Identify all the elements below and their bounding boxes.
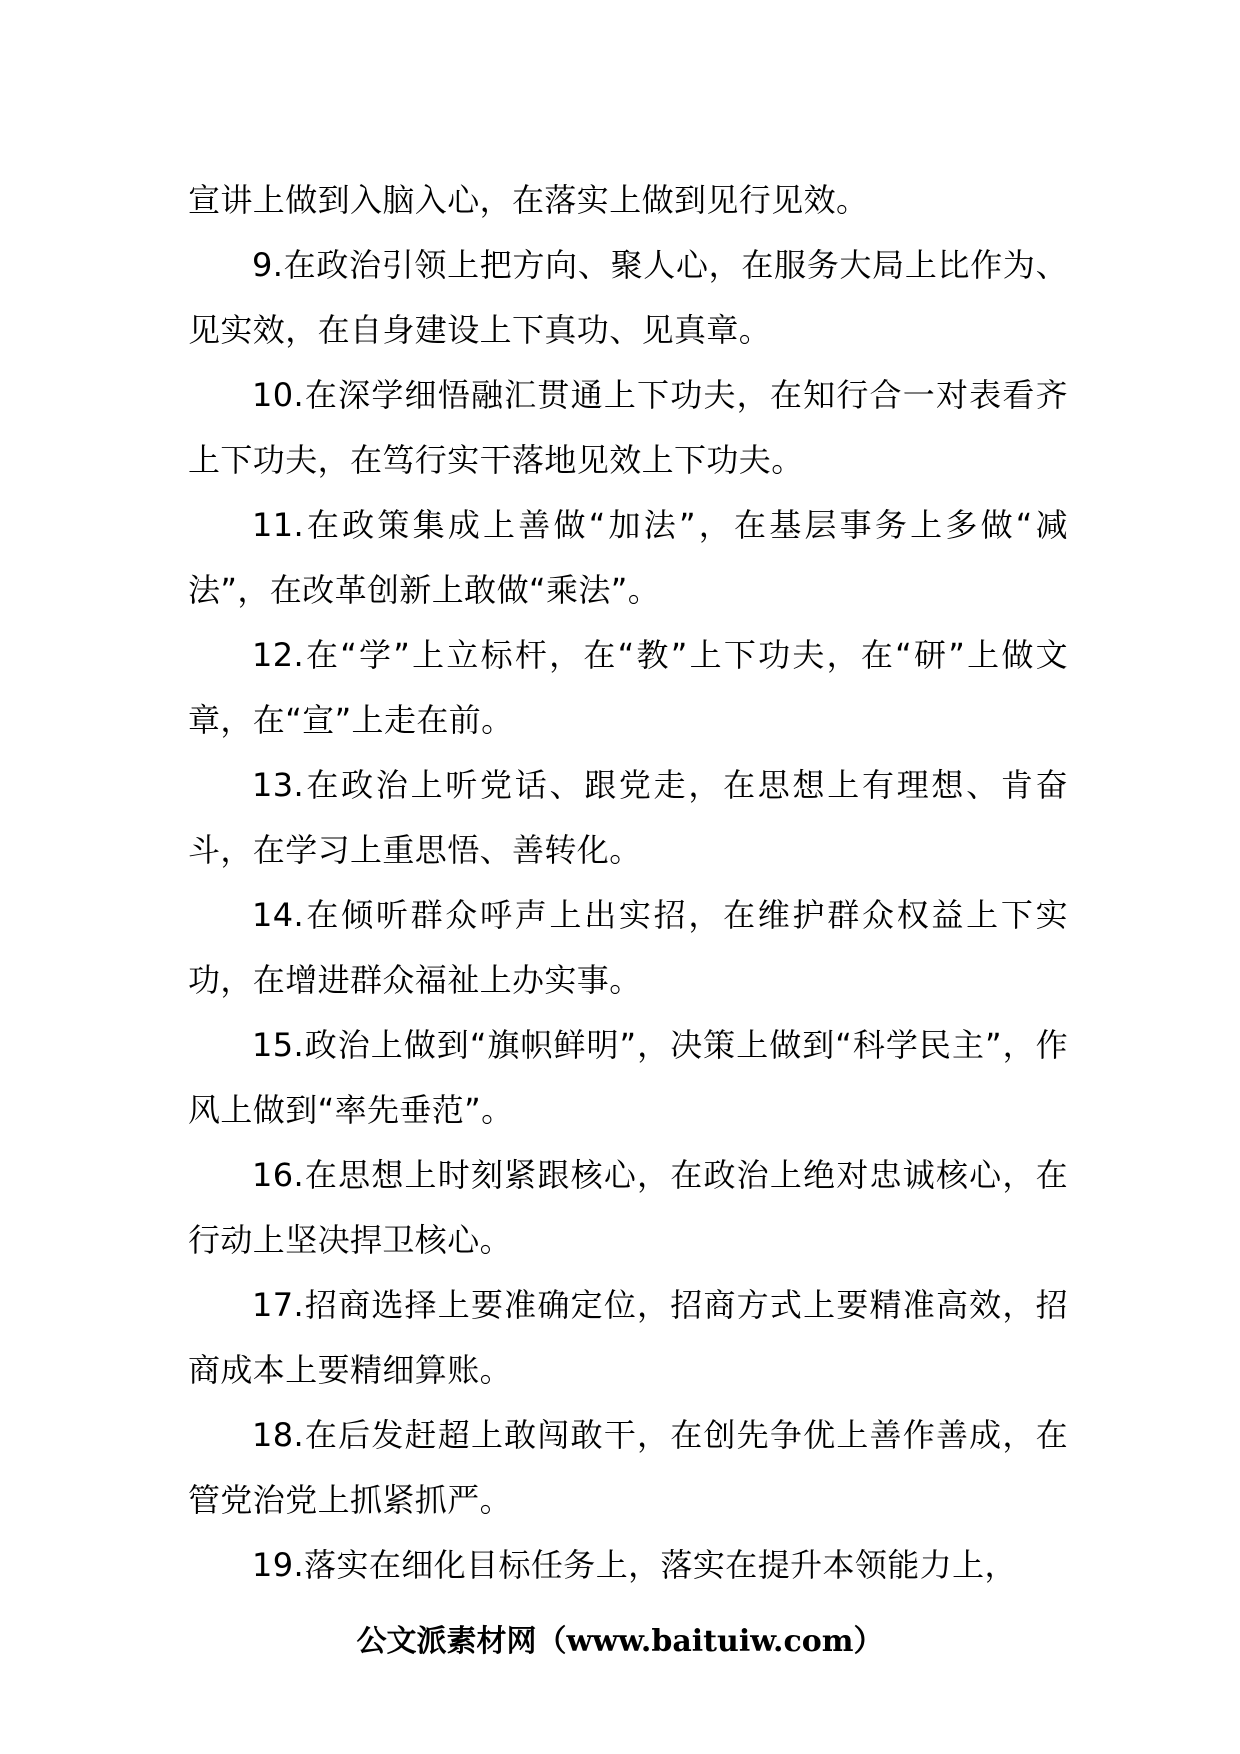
paragraph-item-18: 18.在后发赶超上敢闯敢干，在创先争优上善作善成，在管党治党上抓紧抓严。	[188, 1416, 1068, 1519]
paragraph-item-17: 17.招商选择上要准确定位，招商方式上要精准高效，招商成本上要精细算账。	[188, 1286, 1068, 1389]
page-footer-watermark: 公文派素材网（www.baituiw.com）	[356, 1624, 884, 1659]
document-body	[188, 168, 1068, 1598]
paragraph-continued: 宣讲上做到入脑入心，在落实上做到见行见效。	[188, 181, 869, 219]
paragraph-item-15: 15.政治上做到“旗帜鲜明”，决策上做到“科学民主”，作风上做到“率先垂范”。	[188, 1026, 1068, 1129]
paragraph-item-10: 10.在深学细悟融汇贯通上下功夫，在知行合一对表看齐上下功夫，在笃行实干落地见效上下功夫。	[188, 376, 1068, 479]
paragraph-item-13: 13.在政治上听党话、跟党走，在思想上有理想、肯奋斗，在学习上重思悟、善转化。	[188, 766, 1068, 869]
paragraph-item-12: 12.在“学”上立标杆，在“教”上下功夫，在“研”上做文章，在“宣”上走在前。	[188, 636, 1068, 739]
paragraph-item-14: 14.在倾听群众呼声上出实招，在维护群众权益上下实功，在增进群众福祉上办实事。	[188, 896, 1068, 999]
paragraph-item-19: 19.落实在细化目标任务上，落实在提升本领能力上，	[252, 1546, 1017, 1584]
paragraph-item-9: 9.在政治引领上把方向、聚人心，在服务大局上比作为、见实效，在自身建设上下真功、见真章。	[188, 246, 1068, 349]
paragraph-item-11: 11.在政策集成上善做“加法”，在基层事务上多做“减法”，在改革创新上敢做“乘法”。	[188, 506, 1068, 609]
paragraph-item-16: 16.在思想上时刻紧跟核心，在政治上绝对忠诚核心，在行动上坚决捍卫核心。	[188, 1156, 1068, 1259]
